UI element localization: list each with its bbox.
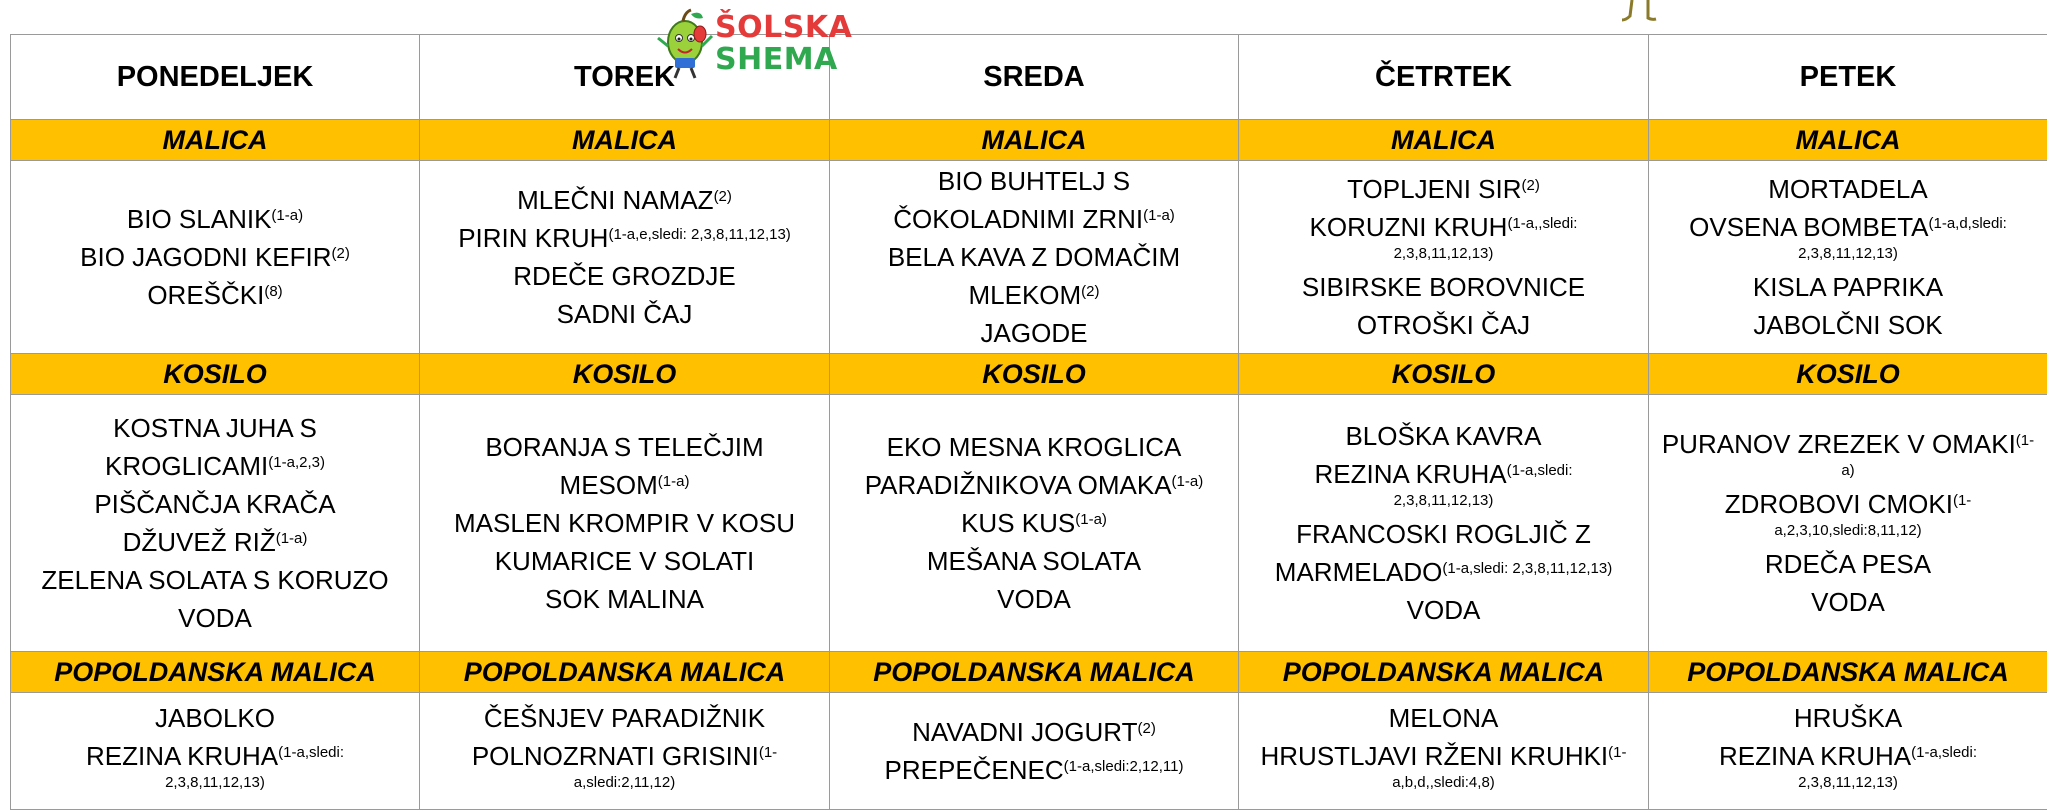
allergen-note: a,sledi:2,11,12)	[424, 773, 825, 793]
allergen-note: 2,3,8,11,12,13)	[1653, 244, 2043, 264]
menu-item: KORUZNI $KRUH^{(1-a,,sledi:}$	[1243, 208, 1644, 246]
malica-band	[11, 120, 2047, 161]
day-header-row	[11, 35, 2047, 120]
menu-cell-kosilo-tue	[420, 395, 830, 652]
malica-row	[11, 161, 2047, 354]
menu-item: VODA	[1243, 591, 1644, 629]
menu-cell-popoldan-mon	[11, 693, 420, 810]
solska-shema-logo	[655, 6, 830, 82]
menu-cell-popoldan-tue	[420, 693, 830, 810]
band-label: KOSILO	[1649, 354, 2047, 395]
band-label: MALICA	[1649, 120, 2047, 161]
menu-item: KUS KUS$^{(1-a)}$	[834, 504, 1234, 542]
menu-item: OREŠČKI$^{(8)}$	[15, 276, 415, 314]
menu-item: ZDROBOVI $CMOKI^{(1-}$	[1653, 485, 2043, 523]
band-label: POPOLDANSKA MALICA	[11, 652, 420, 693]
menu-item: POLNOZRNATI $GRISINI^{(1-}$	[424, 737, 825, 775]
logo-line-2: SHEMA	[715, 44, 852, 76]
day-friday: PETEK	[1649, 35, 2047, 120]
menu-item: MLEČNI NAMAZ$^{(2)}$	[424, 181, 825, 219]
menu-cell-kosilo-mon	[11, 395, 420, 652]
menu-item: KOSTNA JUHA S	[15, 409, 415, 447]
menu-item: PIRIN $KRUH^{(1-a,e,sledi: 2,3,8,11,12,13)}$	[424, 219, 825, 257]
band-label: POPOLDANSKA MALICA	[1649, 652, 2047, 693]
popoldanska-row	[11, 693, 2047, 810]
menu-cell-popoldan-wed	[830, 693, 1239, 810]
menu-item: ZELENA SOLATA S KORUZO	[15, 561, 415, 599]
menu-item: SIBIRSKE BOROVNICE	[1243, 268, 1644, 306]
menu-item: NAVADNI JOGURT$^{(2)}$	[834, 713, 1234, 751]
menu-item: DŽUVEŽ RIŽ$^{(1-a)}$	[15, 523, 415, 561]
menu-item: REZINA $KRUHA^{(1-a,sledi:}$	[1243, 455, 1644, 493]
menu-item: PIŠČANČJA KRAČA	[15, 485, 415, 523]
allergen-note: 2,3,8,11,12,13)	[1243, 491, 1644, 511]
day-tuesday: TOREK	[420, 35, 830, 120]
allergen-note: a,2,3,10,sledi:8,11,12)	[1653, 521, 2043, 541]
menu-cell-kosilo-thu	[1239, 395, 1649, 652]
band-label: POPOLDANSKA MALICA	[830, 652, 1239, 693]
menu-item: VODA	[1653, 583, 2043, 621]
menu-item: REZINA $KRUHA^{(1-a,sledi:}$	[1653, 737, 2043, 775]
menu-item: PARADIŽNIKOVA OMAKA$^{(1-a)}$	[834, 466, 1234, 504]
allergen-note: a)	[1653, 461, 2043, 481]
band-label: POPOLDANSKA MALICA	[420, 652, 830, 693]
band-label: KOSILO	[420, 354, 830, 395]
menu-item: HRUŠKA	[1653, 699, 2043, 737]
menu-item: $MARMELADO^{(1-a,sledi: 2,3,8,11,12,13)}$	[1243, 553, 1644, 591]
day-monday: PONEDELJEK	[11, 35, 420, 120]
menu-cell-popoldan-fri	[1649, 693, 2047, 810]
band-label: KOSILO	[830, 354, 1239, 395]
menu-item: VODA	[834, 580, 1234, 618]
band-label: MALICA	[420, 120, 830, 161]
menu-item: KISLA PAPRIKA	[1653, 268, 2043, 306]
menu-item: RDEČA PESA	[1653, 545, 2043, 583]
day-thursday: ČETRTEK	[1239, 35, 1649, 120]
logo-line-1: ŠOLSKA	[715, 12, 852, 44]
popoldanska-band	[11, 652, 2047, 693]
menu-item: ČEŠNJEV PARADIŽNIK	[424, 699, 825, 737]
menu-item: OVSENA $BOMBETA^{(1-a,d,sledi:}$	[1653, 208, 2043, 246]
menu-item: MASLEN KROMPIR V KOSU	[424, 504, 825, 542]
menu-item: ČOKOLADNIMI ZRNI$^{(1-a)}$	[834, 200, 1234, 238]
allergen-note: a,b,d,,sledi:4,8)	[1243, 773, 1644, 793]
menu-item: MELONA	[1243, 699, 1644, 737]
menu-item: MORTADELA	[1653, 170, 2043, 208]
menu-item: SOK MALINA	[424, 580, 825, 618]
menu-cell-popoldan-thu	[1239, 693, 1649, 810]
menu-cell-malica-tue	[420, 161, 830, 354]
menu-item: BIO BUHTELJ S	[834, 162, 1234, 200]
band-label: KOSILO	[11, 354, 420, 395]
menu-item: BLOŠKA KAVRA	[1243, 417, 1644, 455]
apple-mascot-icon	[655, 6, 715, 82]
menu-item: KUMARICE V SOLATI	[424, 542, 825, 580]
menu-item: JAGODE	[834, 314, 1234, 352]
menu-item: EKO MESNA KROGLICA	[834, 428, 1234, 466]
menu-item: KROGLICAMI$^{(1-a,2,3)}$	[15, 447, 415, 485]
menu-item: MESOM$^{(1-a)}$	[424, 466, 825, 504]
menu-cell-malica-fri	[1649, 161, 2047, 354]
kosilo-band	[11, 354, 2047, 395]
menu-item: PURANOV ZREZEK V $OMAKI^{(1-}$	[1653, 425, 2043, 463]
menu-item: TOPLJENI SIR$^{(2)}$	[1243, 170, 1644, 208]
band-label: MALICA	[1239, 120, 1649, 161]
weekly-menu-table	[10, 34, 2047, 810]
menu-cell-malica-wed	[830, 161, 1239, 354]
allergen-note: 2,3,8,11,12,13)	[15, 773, 415, 793]
menu-item: BORANJA S TELEČJIM	[424, 428, 825, 466]
band-label: KOSILO	[1239, 354, 1649, 395]
menu-item: $PREPEČENEC^{(1-a,sledi:2,12,11)}$	[834, 751, 1234, 789]
menu-item: OTROŠKI ČAJ	[1243, 306, 1644, 344]
allergen-note: 2,3,8,11,12,13)	[1243, 244, 1644, 264]
menu-item: REZINA $KRUHA^{(1-a,sledi:}$	[15, 737, 415, 775]
menu-item: FRANCOSKI ROGLJIČ Z	[1243, 515, 1644, 553]
menu-item: HRUSTLJAVI RŽENI $KRUHKI^{(1-}$	[1243, 737, 1644, 775]
menu-cell-kosilo-fri	[1649, 395, 2047, 652]
band-label: MALICA	[11, 120, 420, 161]
menu-item: VODA	[15, 599, 415, 637]
menu-item: MEŠANA SOLATA	[834, 542, 1234, 580]
menu-item: JABOLČNI SOK	[1653, 306, 2043, 344]
menu-cell-kosilo-wed	[830, 395, 1239, 652]
kosilo-row	[11, 395, 2047, 652]
corner-mascot-feet-icon	[1620, 0, 1680, 22]
allergen-note: 2,3,8,11,12,13)	[1653, 773, 2043, 793]
band-label: POPOLDANSKA MALICA	[1239, 652, 1649, 693]
menu-item: BIO JAGODNI KEFIR$^{(2)}$	[15, 238, 415, 276]
menu-item: MLEKOM$^{(2)}$	[834, 276, 1234, 314]
menu-item: JABOLKO	[15, 699, 415, 737]
menu-item: SADNI ČAJ	[424, 295, 825, 333]
menu-cell-malica-thu	[1239, 161, 1649, 354]
menu-cell-malica-mon	[11, 161, 420, 354]
menu-item: BIO SLANIK$^{(1-a)}$	[15, 200, 415, 238]
menu-item: BELA KAVA Z DOMAČIM	[834, 238, 1234, 276]
menu-item: RDEČE GROZDJE	[424, 257, 825, 295]
band-label: MALICA	[830, 120, 1239, 161]
day-wednesday: SREDA	[830, 35, 1239, 120]
logo-wordmark	[715, 12, 852, 76]
